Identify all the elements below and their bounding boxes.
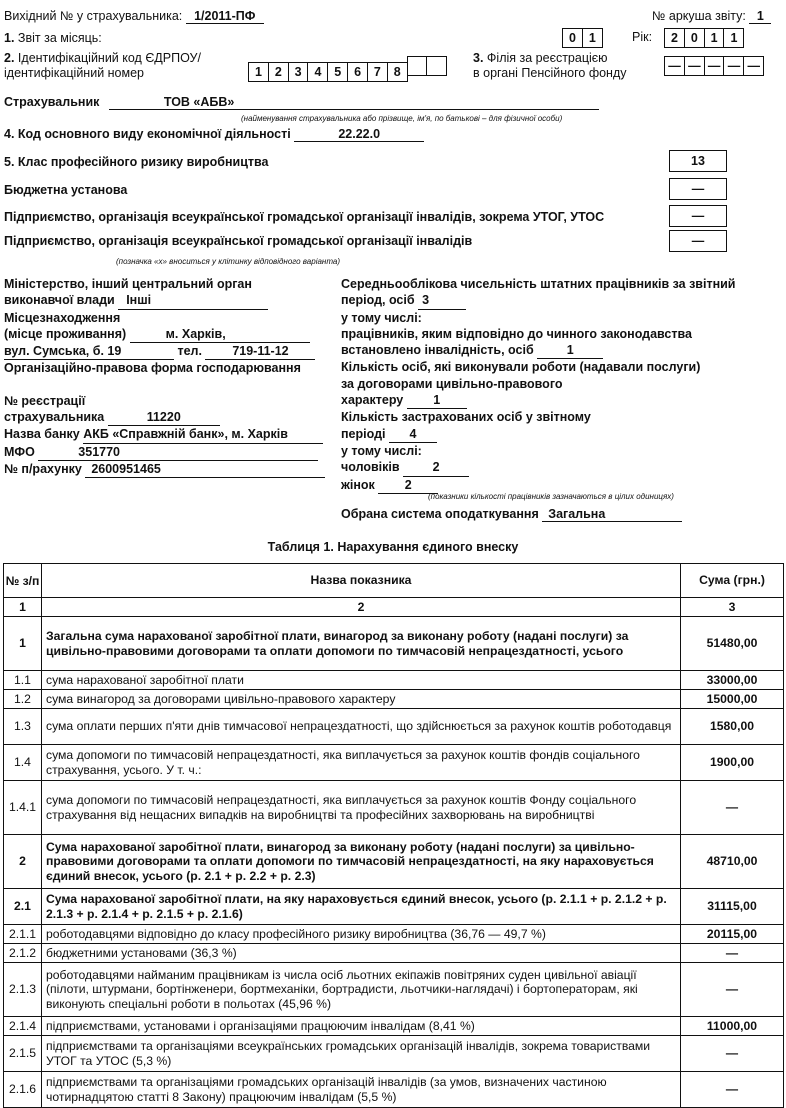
colnum-1: 1 xyxy=(4,598,42,617)
insured-value: 4 xyxy=(389,426,437,443)
row-number: 1.4 xyxy=(4,745,42,781)
table-row xyxy=(4,781,784,835)
branch-digit: — xyxy=(684,56,705,76)
edrpou-digit: 5 xyxy=(327,62,348,82)
field3-num: 3. xyxy=(473,51,484,65)
risk-class-value: 13 xyxy=(669,150,727,172)
table-row xyxy=(4,617,784,671)
report-month-label-row xyxy=(4,31,102,45)
row-number: 1.3 xyxy=(4,709,42,745)
table-row xyxy=(4,925,784,944)
kved-value: 22.22.0 xyxy=(294,127,424,142)
row-number: 2.1.4 xyxy=(4,1017,42,1036)
table-row xyxy=(4,835,784,889)
year-digit: 1 xyxy=(704,28,725,48)
row-indicator-name: підприємствами та організаціями всеукраїнських громадських організацій інвалідів, зокрема товариствами УТОГ та УТОС (5,3 %) xyxy=(42,1036,681,1072)
edrpou-digit: 1 xyxy=(248,62,269,82)
month-digit: 1 xyxy=(582,28,603,48)
edrpou-digit xyxy=(426,56,447,76)
row-sum: 20115,00 xyxy=(681,925,784,944)
edrpou-label-line2: ідентифікаційний номер xyxy=(4,66,145,80)
tax-system-label: Обрана система оподаткування xyxy=(341,507,539,521)
branch-digit: — xyxy=(664,56,685,76)
row-sum: — xyxy=(681,781,784,835)
report-month-label: Звіт за місяць: xyxy=(17,31,102,45)
row-indicator-name: бюджетними установами (36,3 %) xyxy=(42,944,681,963)
outgoing-number-value: 1/2011-ПФ xyxy=(186,9,264,24)
registration-line1: № реєстрації xyxy=(4,393,86,408)
c5-label: Клас професійного ризику виробництва xyxy=(17,155,269,169)
year-label: Рік: xyxy=(632,30,653,44)
header-sum: Сума (грн.) xyxy=(681,564,784,598)
location-line1: Місцезнаходження xyxy=(4,310,121,325)
c5-num: 5. xyxy=(4,155,15,169)
risk-class-label xyxy=(4,155,268,169)
row-indicator-name: Сума нарахованої заробітної плати, винагород за виконану роботу (надані послуги) за цивільно-правовими договорами та оплати допомоги по тимчасовій непрацездатності, на яку нараховується єдиний внесок, усього (р. 2.1 + р. 2.2 + р. 2.3) xyxy=(42,835,681,889)
table-row xyxy=(4,671,784,690)
including-label: у тому числі: xyxy=(341,310,422,325)
mfo-label: МФО xyxy=(4,444,35,459)
men-value: 2 xyxy=(403,459,469,476)
row-indicator-name: сума винагород за договорами цивільно-правового характеру xyxy=(42,690,681,709)
insurer-row xyxy=(4,95,599,110)
branch-digit: — xyxy=(704,56,725,76)
tax-system-row xyxy=(341,507,682,522)
edrpou-digit: 3 xyxy=(288,62,309,82)
year-digit: 2 xyxy=(664,28,685,48)
row-sum: 33000,00 xyxy=(681,671,784,690)
row-indicator-name: роботодавцями відповідно до класу професійного ризику виробництва (36,76 — 49,7 %) xyxy=(42,925,681,944)
civil-contracts-line3: характеру xyxy=(341,393,404,408)
row-indicator-name: Загальна сума нарахованої заробітної плати, винагород за виконану роботу (надані послуги) за цивільно-правовими договорами та оплати допомоги по тимчасовій непрацездатності, усього xyxy=(42,617,681,671)
row-indicator-name: сума нарахованої заробітної плати xyxy=(42,671,681,690)
outgoing-number-label: Вихідний № у страхувальника: xyxy=(4,9,183,23)
edrpou-cells xyxy=(248,56,446,82)
registration-line2: страхувальника xyxy=(4,410,105,425)
table-header-row xyxy=(4,564,784,598)
branch-label-line2: в органі Пенсійного фонду xyxy=(473,66,627,80)
table-title: Таблиця 1. Нарахування єдиного внеску xyxy=(267,540,519,554)
women-value: 2 xyxy=(378,477,438,494)
header-name: Назва показника xyxy=(42,564,681,598)
account-label: № п/рахунку xyxy=(4,461,82,476)
branch-label xyxy=(473,51,627,81)
row-sum: 51480,00 xyxy=(681,617,784,671)
staff-count-note: (показники кількості працівників зазначаються в цілих одиницях) xyxy=(428,492,674,501)
disabled-staff-line2: встановлено інвалідність, осіб xyxy=(341,343,534,358)
row-sum: — xyxy=(681,944,784,963)
year-digit: 1 xyxy=(723,28,744,48)
edrpou-digit: 7 xyxy=(367,62,388,82)
table-row xyxy=(4,745,784,781)
row-number: 2.1.1 xyxy=(4,925,42,944)
utog-label: Підприємство, організація всеукраїнської громадської організації інвалідів, зокрема УТОГ, УТОС xyxy=(4,210,605,224)
bank-label: Назва банку xyxy=(4,427,80,442)
row-sum: 48710,00 xyxy=(681,835,784,889)
row-indicator-name: підприємствами та організаціями громадських організацій інвалідів (за умов, визначених частиною чотирнадцятою статті 8 Закону) працюючим інвалідам (5,5 %) xyxy=(42,1072,681,1108)
insurer-value: ТОВ «АБВ» xyxy=(109,95,599,110)
budget-label: Бюджетна установа xyxy=(4,183,128,197)
row-indicator-name: Сума нарахованої заробітної плати, на яку нараховується єдиний внесок, усього (р. 2.1.1 + р. 2.1.2 + р. 2.1.3 + р. 2.1.4 + р. 2.1.5 + р. 2.1.6) xyxy=(42,889,681,925)
row-number: 2.1.3 xyxy=(4,963,42,1017)
phone-value: 719-11-12 xyxy=(205,343,315,360)
colnum-3: 3 xyxy=(681,598,784,617)
row-indicator-name: підприємствами, установами і організаціями працюючим інвалідам (8,41 %) xyxy=(42,1017,681,1036)
utog-value: — xyxy=(669,205,727,227)
disabled-staff-line1: працівників, яким відповідно до чинного законодавства xyxy=(341,326,692,341)
civil-contracts-value: 1 xyxy=(407,392,467,409)
edrpou-label xyxy=(4,51,201,81)
sheet-number-row xyxy=(652,9,771,24)
year-digit: 0 xyxy=(684,28,705,48)
row-indicator-name: сума допомоги по тимчасовій непрацездатності, яка виплачується за рахунок коштів фондів соціального страхування, усього. У т. ч.: xyxy=(42,745,681,781)
table-row xyxy=(4,963,784,1017)
contribution-table xyxy=(3,563,784,1108)
ministry-line2: виконавчої влади xyxy=(4,293,115,308)
insurer-label: Страхувальник xyxy=(4,95,100,109)
mfo-value: 351770 xyxy=(38,444,318,461)
branch-digit: — xyxy=(723,56,744,76)
row-sum: 15000,00 xyxy=(681,690,784,709)
ministry-line1: Міністерство, інший центральний орган xyxy=(4,277,252,291)
branch-label-line1: Філія за реєстрацією xyxy=(486,51,608,65)
table-row xyxy=(4,690,784,709)
disabled-org-value: — xyxy=(669,230,727,252)
kved-num: 4. xyxy=(4,127,15,141)
account-value: 2600951465 xyxy=(85,461,325,478)
left-info xyxy=(4,276,325,478)
branch-cells xyxy=(664,56,763,76)
row-number: 2.1 xyxy=(4,889,42,925)
row-number: 1.4.1 xyxy=(4,781,42,835)
disabled-staff-value: 1 xyxy=(537,342,603,359)
row-number: 2 xyxy=(4,835,42,889)
row-sum: — xyxy=(681,1072,784,1108)
sheet-number-value: 1 xyxy=(749,9,771,24)
insured-line2: періоді xyxy=(341,426,386,441)
colnum-2: 2 xyxy=(42,598,681,617)
table-row xyxy=(4,889,784,925)
ministry-value: Інші xyxy=(118,292,268,309)
row-number: 1.1 xyxy=(4,671,42,690)
row-indicator-name: сума допомоги по тимчасовій непрацездатності, яка виплачується за рахунок коштів Фонду соціального страхування від нещасних випадків на виробництві та професійних захворювань на виробництві xyxy=(42,781,681,835)
edrpou-digit: 8 xyxy=(387,62,408,82)
registration-value: 11220 xyxy=(108,409,220,426)
edrpou-digit xyxy=(407,56,428,76)
row-sum: — xyxy=(681,1036,784,1072)
outgoing-number-row xyxy=(4,9,264,24)
kved-label: Код основного виду економічної діяльності xyxy=(17,127,291,141)
right-info xyxy=(341,276,735,494)
row-number: 2.1.5 xyxy=(4,1036,42,1072)
field1-num: 1. xyxy=(4,31,15,45)
field2-num: 2. xyxy=(4,51,15,65)
avg-staff-line1: Середньооблікова чисельність штатних працівників за звітний xyxy=(341,277,736,291)
budget-value: — xyxy=(669,178,727,200)
year-cells xyxy=(664,28,743,48)
row-sum: 31115,00 xyxy=(681,889,784,925)
row-sum: — xyxy=(681,963,784,1017)
location-city: м. Харків, xyxy=(130,326,310,343)
month-digit: 0 xyxy=(562,28,583,48)
phone-label: тел. xyxy=(177,344,202,359)
row-indicator-name: роботодавцями найманим працівникам із числа осіб льотних екіпажів повітряних суден цивільної авіації (пілоти, штурмани, бортінженери, бортмеханіки, бортрадисти, льотчики-наглядачі) і бортоператорам, які виконують спеціальні роботи в польотах (45,96 %) xyxy=(42,963,681,1017)
row-number: 2.1.6 xyxy=(4,1072,42,1108)
table-row xyxy=(4,1017,784,1036)
edrpou-digit: 2 xyxy=(268,62,289,82)
insurer-note: (найменування страхувальника або прізвище, ім'я, по батькові – для фізичної особи) xyxy=(241,114,563,123)
table-row xyxy=(4,1072,784,1108)
women-label: жінок xyxy=(341,477,375,492)
kved-row xyxy=(4,127,424,142)
location-line2: (місце проживання) xyxy=(4,326,127,341)
row-sum: 11000,00 xyxy=(681,1017,784,1036)
table-row xyxy=(4,1036,784,1072)
tax-system-value: Загальна xyxy=(542,507,682,522)
bank-value: АКБ «Справжній банк», м. Харків xyxy=(83,426,323,443)
edrpou-digit: 6 xyxy=(347,62,368,82)
branch-digit: — xyxy=(743,56,764,76)
row-number: 1.2 xyxy=(4,690,42,709)
row-number: 1 xyxy=(4,617,42,671)
row-indicator-name: сума оплати перших п'яти днів тимчасової непрацездатності, що здійснюється за рахунок коштів роботодавця xyxy=(42,709,681,745)
row-sum: 1900,00 xyxy=(681,745,784,781)
including-label-2: у тому числі: xyxy=(341,443,422,458)
edrpou-digit: 4 xyxy=(307,62,328,82)
avg-staff-value: 3 xyxy=(418,292,466,309)
table-row xyxy=(4,709,784,745)
avg-staff-line2: період, осіб xyxy=(341,293,415,308)
table-colnum-row xyxy=(4,598,784,617)
classes-note: (позначка «х» вноситься у клітинку відповідного варіанта) xyxy=(116,257,341,266)
header-no: № з/п xyxy=(4,564,42,598)
table-row xyxy=(4,944,784,963)
sheet-number-label: № аркуша звіту: xyxy=(652,9,746,23)
civil-contracts-line2: за договорами цивільно-правового xyxy=(341,376,563,391)
civil-contracts-line1: Кількість осіб, які виконували роботи (надавали послуги) xyxy=(341,360,701,375)
address-value: вул. Сумська, б. 19 xyxy=(4,343,174,360)
legal-form-label: Організаційно-правова форма господарювання xyxy=(4,361,301,376)
month-cells xyxy=(562,28,602,48)
row-number: 2.1.2 xyxy=(4,944,42,963)
insured-line1: Кількість застрахованих осіб у звітному xyxy=(341,410,591,425)
edrpou-label-line1: Ідентифікаційний код ЄДРПОУ/ xyxy=(17,51,201,65)
row-sum: 1580,00 xyxy=(681,709,784,745)
disabled-org-label: Підприємство, організація всеукраїнської громадської організації інвалідів xyxy=(4,234,473,248)
men-label: чоловіків xyxy=(341,460,400,475)
